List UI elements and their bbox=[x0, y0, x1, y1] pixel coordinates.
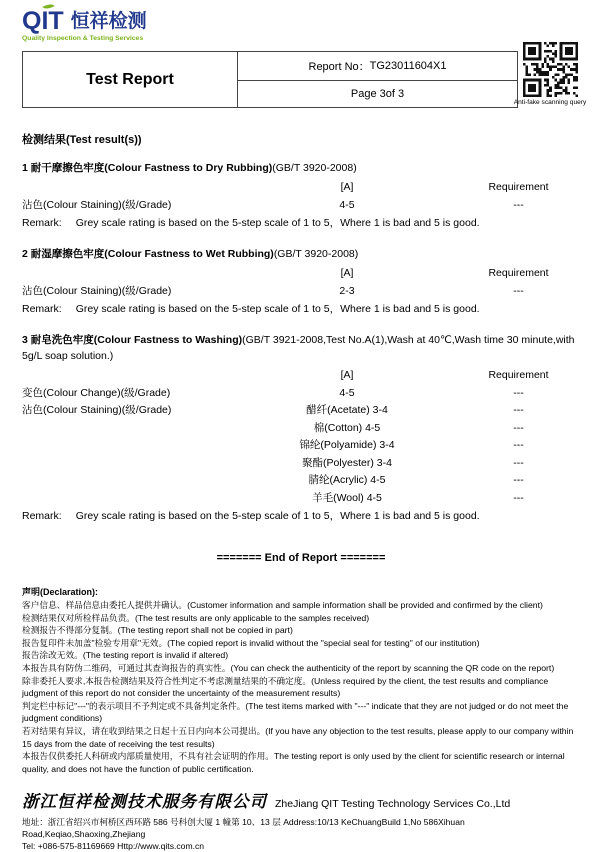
result-requirement: --- bbox=[513, 491, 524, 504]
remark-text: Grey scale rating is based on the 5-step scale of 1 to 5，Where 1 is bad and 5 is good. bbox=[75, 303, 480, 315]
result-value: 聚酯(Polyester) 3-4 bbox=[302, 456, 392, 469]
result-row bbox=[22, 402, 580, 420]
result-section bbox=[22, 332, 580, 525]
result-row bbox=[22, 283, 580, 301]
result-label: 沾色(Colour Staining)(级/Grade) bbox=[22, 198, 172, 211]
test-results bbox=[22, 132, 580, 525]
declaration-heading: 声明(Declaration): bbox=[22, 587, 99, 597]
results-heading: 检测结果(Test result(s)) bbox=[22, 134, 142, 146]
declaration-item: 除非委托人要求,本报告检测结果及符合性判定不考虑测量结果的不确定度。(Unless required by the client, the test results and compliance judgment of this report do not consider the uncertainty of the measurement results) bbox=[22, 675, 549, 699]
result-row bbox=[22, 472, 580, 490]
footer-company-en: ZheJiang QIT Testing Technology Services Co.,Ltd bbox=[275, 798, 511, 811]
footer-company-cn: 浙江恒祥检测技术服务有限公司 bbox=[22, 792, 267, 812]
result-section bbox=[22, 246, 580, 318]
result-label bbox=[22, 455, 237, 473]
remark-row bbox=[22, 215, 580, 232]
remark-row bbox=[22, 508, 580, 525]
declaration-item: 本报告具有防伪二维码，可通过其查询报告的真实性。(You can check the authenticity of the report by scanning the QR code on the report) bbox=[22, 662, 555, 673]
result-value: 4-5 bbox=[339, 198, 355, 211]
declaration bbox=[22, 586, 582, 775]
report-no-label: Report No： bbox=[308, 61, 370, 73]
result-row bbox=[22, 455, 580, 473]
result-value: 醋纤(Acetate) 3-4 bbox=[306, 404, 388, 416]
section-title: 3 耐皂洗色牢度(Colour Fastness to Washing)(GB/T 3921-2008,Test No.A(1),Wash at 40℃,Wash time 30 minute,with 5g/L soap solution.) bbox=[22, 334, 575, 362]
column-header-sample: [A] bbox=[340, 181, 354, 193]
result-section bbox=[22, 160, 580, 232]
result-value: 4-5 bbox=[339, 386, 355, 399]
results-sections bbox=[22, 160, 580, 525]
column-header-requirement: Requirement bbox=[488, 181, 549, 193]
end-of-report: ======= End of Report ======= bbox=[216, 552, 386, 564]
report-no-cell bbox=[238, 52, 517, 81]
result-row bbox=[22, 437, 580, 455]
section-title: 2 耐湿摩擦色牢度(Colour Fastness to Wet Rubbing)(GB/T 3920-2008) bbox=[22, 248, 359, 260]
declaration-item: 若对结果有异议，请在收到结果之日起十五日内向本公司提出。(If you have any objection to the test results, please apply to our company within 15 days from the date of receiving the test results) bbox=[22, 725, 574, 749]
logo-abbr: QIT bbox=[22, 7, 64, 35]
result-requirement: --- bbox=[513, 456, 524, 469]
result-label bbox=[22, 437, 237, 455]
declaration-item: 检测报告不得部分复制。(The testing report shall not be copied in part) bbox=[22, 625, 293, 636]
qr-caption: Anti-fake scanning query bbox=[513, 99, 587, 106]
remark-label: Remark: bbox=[22, 303, 62, 315]
column-header-sample: [A] bbox=[340, 369, 354, 381]
result-value: 腈纶(Acrylic) 4-5 bbox=[308, 474, 386, 486]
report-no-value: TG23011604X1 bbox=[369, 60, 447, 72]
result-requirement: --- bbox=[513, 386, 524, 399]
result-row bbox=[22, 420, 580, 438]
page-indicator: Page 3of 3 bbox=[350, 88, 405, 100]
result-row bbox=[22, 197, 580, 215]
declaration-item: 报告涂改无效。(The testing report is invalid if altered) bbox=[22, 650, 229, 661]
declaration-item: 本报告仅供委托人科研或内部质量使用，不具有社会证明的作用。The testing report is only used by the client for scientific research or internal quality, and does not have the function of public certification. bbox=[22, 751, 565, 774]
result-label: 变色(Colour Change)(级/Grade) bbox=[22, 386, 171, 399]
logo-tagline: Quality Inspection & Testing Services bbox=[22, 35, 144, 42]
result-value: 2-3 bbox=[339, 284, 355, 297]
result-requirement: --- bbox=[513, 198, 524, 211]
footer-tel-url: Tel: +086-575-81169669 Http://www.qits.com.cn bbox=[22, 841, 205, 852]
report-title: Test Report bbox=[23, 52, 238, 107]
column-header-row bbox=[22, 367, 580, 385]
column-header-sample: [A] bbox=[340, 267, 354, 279]
company-logo bbox=[22, 8, 580, 42]
qr-code-icon bbox=[523, 42, 578, 97]
result-row bbox=[22, 490, 580, 508]
declaration-item: 检测结果仅对所检样品负责。(The test results are only applicable to the samples received) bbox=[22, 612, 370, 623]
section-title: 1 耐干摩擦色牢度(Colour Fastness to Dry Rubbing)(GB/T 3920-2008) bbox=[22, 162, 357, 174]
result-requirement: --- bbox=[513, 439, 524, 451]
result-label bbox=[22, 420, 237, 438]
result-value: 羊毛(Wool) 4-5 bbox=[312, 491, 382, 504]
footer-address: 地址：浙江省绍兴市柯桥区西环路 586 号科创大厦 1 幢第 10、13 层 Address:10/13 KeChuangBuild 1,No 586Xihuan Road,Keqiao,Shaoxing,Zhejiang bbox=[22, 817, 465, 840]
result-label: 沾色(Colour Staining)(级/Grade) bbox=[22, 404, 172, 416]
remark-label: Remark: bbox=[22, 510, 62, 522]
logo-name-cn: 恒祥检测 bbox=[70, 11, 147, 32]
result-value: 棉(Cotton) 4-5 bbox=[313, 421, 381, 434]
result-value: 锦纶(Polyamide) 3-4 bbox=[299, 439, 395, 451]
column-header-requirement: Requirement bbox=[488, 369, 549, 381]
remark-row bbox=[22, 301, 580, 318]
result-requirement: --- bbox=[513, 404, 524, 416]
declaration-items bbox=[22, 599, 582, 775]
report-header-table bbox=[22, 51, 518, 108]
result-requirement: --- bbox=[513, 474, 524, 486]
footer bbox=[22, 788, 582, 852]
remark-text: Grey scale rating is based on the 5-step scale of 1 to 5，Where 1 is bad and 5 is good. bbox=[75, 510, 480, 522]
result-requirement: --- bbox=[513, 284, 524, 297]
result-requirement: --- bbox=[513, 421, 524, 434]
remark-label: Remark: bbox=[22, 217, 62, 229]
column-header-requirement: Requirement bbox=[488, 267, 549, 279]
result-row bbox=[22, 385, 580, 403]
result-label bbox=[22, 472, 237, 490]
result-label: 沾色(Colour Staining)(级/Grade) bbox=[22, 284, 172, 297]
column-header-row bbox=[22, 179, 580, 197]
anti-fake-qr-block bbox=[510, 42, 590, 106]
column-header-row bbox=[22, 265, 580, 283]
result-label bbox=[22, 490, 237, 508]
declaration-item: 报告复印件未加盖"检验专用章"无效。(The copied report is invalid without the "special seal for testing" of our institution) bbox=[22, 637, 480, 648]
remark-text: Grey scale rating is based on the 5-step scale of 1 to 5，Where 1 is bad and 5 is good. bbox=[75, 217, 480, 229]
declaration-item: 判定栏中标记"---"的表示项目不予判定或不具备判定条件。(The test items marked with "---" indicate that they are not judged or do not meet the judgment conditions) bbox=[22, 700, 569, 724]
declaration-item: 客户信息、样品信息由委托人提供并确认。(Customer information and sample information shall be provided and confirmed by the client) bbox=[22, 600, 543, 610]
